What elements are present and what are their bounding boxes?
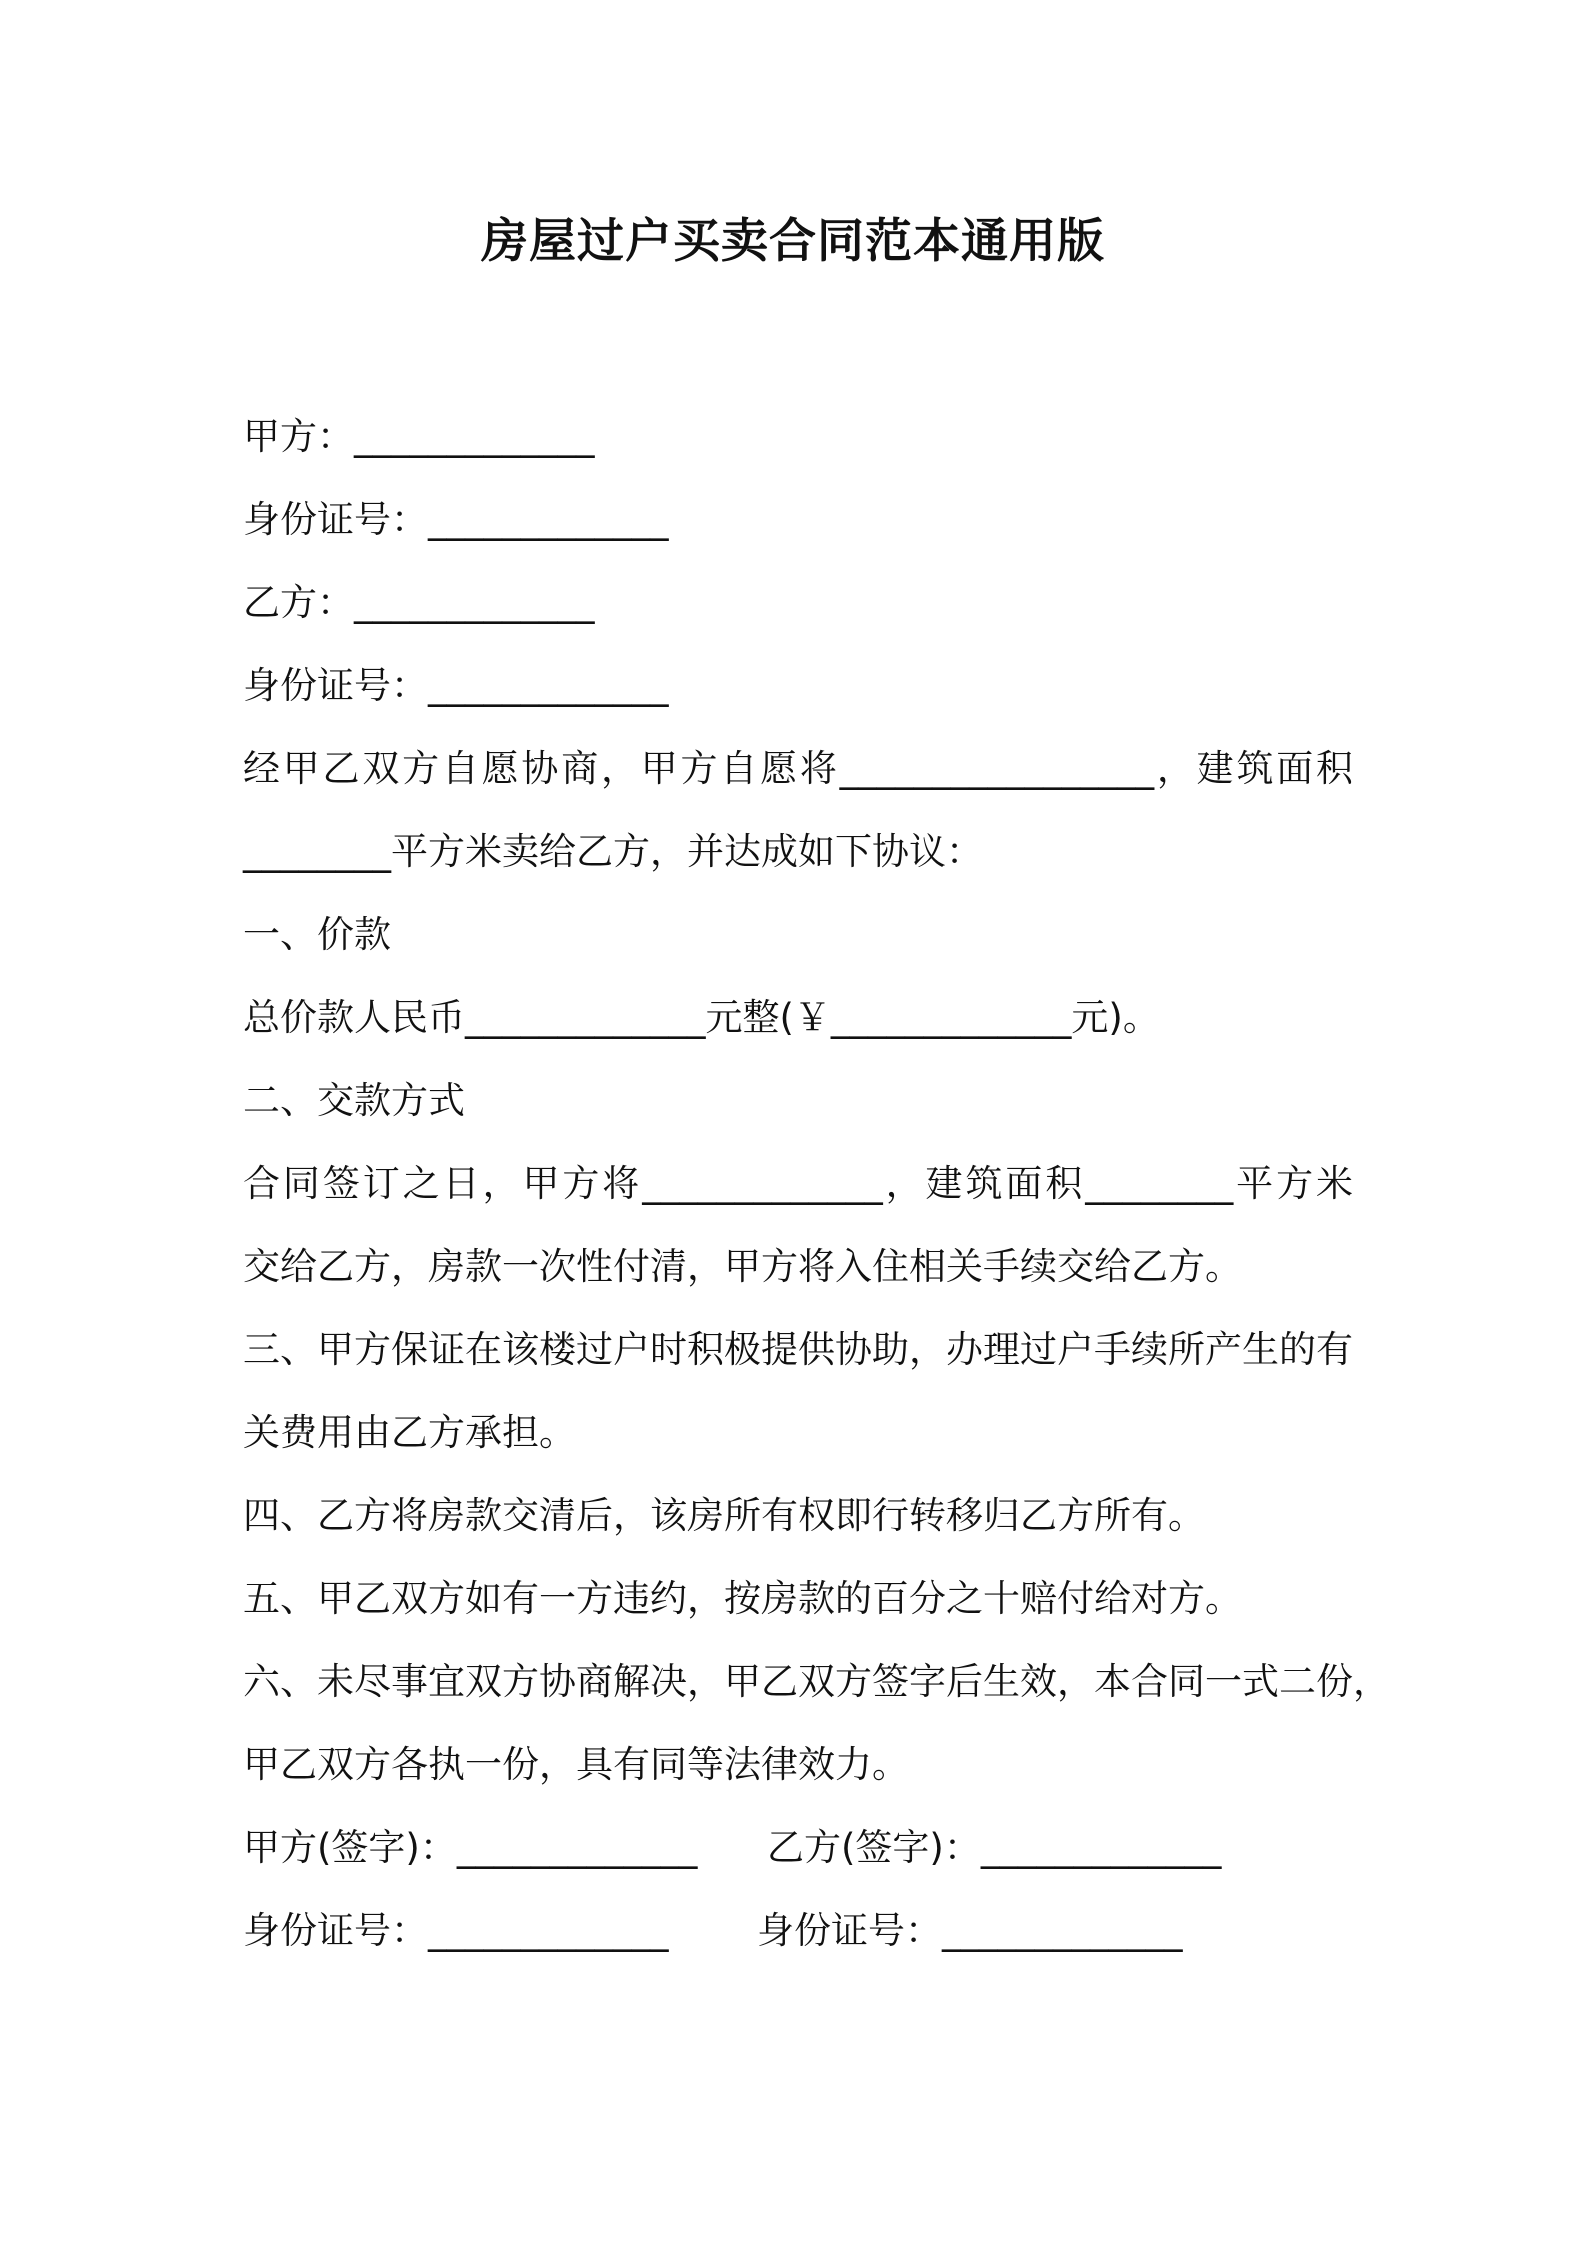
party-b-id-line: 身份证号：_____________ bbox=[243, 664, 669, 707]
intro-line-2: ________平方米卖给乙方，并达成如下协议： bbox=[243, 830, 983, 873]
party-b-signature: 乙方(签字)：_____________ bbox=[767, 1826, 1222, 1869]
payment-line-2: 交给乙方，房款一次性付清，甲方将入住相关手续交给乙方。 bbox=[243, 1245, 1242, 1288]
party-a-line: 甲方：_____________ bbox=[243, 415, 595, 458]
section-5-line: 五、甲乙双方如有一方违约，按房款的百分之十赔付给对方。 bbox=[243, 1577, 1242, 1620]
party-b-signature-id: 身份证号：_____________ bbox=[757, 1909, 1183, 1952]
intro-line-1: 经甲乙双方自愿协商，甲方自愿将_________________，建筑面积 bbox=[243, 747, 1353, 790]
party-a-signature: 甲方(签字)：_____________ bbox=[243, 1826, 698, 1869]
section-6-line-1: 六、未尽事宜双方协商解决，甲乙双方签字后生效，本合同一式二份， bbox=[243, 1660, 1390, 1703]
price-line: 总价款人民币_____________元整(￥_____________元)。 bbox=[243, 996, 1160, 1039]
section-4-line: 四、乙方将房款交清后，该房所有权即行转移归乙方所有。 bbox=[243, 1494, 1205, 1537]
document-title: 房屋过户买卖合同范本通用版 bbox=[481, 214, 1105, 269]
section-1-heading: 一、价款 bbox=[243, 913, 391, 956]
party-a-signature-id: 身份证号：_____________ bbox=[243, 1909, 669, 1952]
section-6-line-2: 甲乙双方各执一份，具有同等法律效力。 bbox=[243, 1743, 909, 1786]
party-b-line: 乙方：_____________ bbox=[243, 581, 595, 624]
party-a-id-line: 身份证号：_____________ bbox=[243, 498, 669, 541]
payment-line-1: 合同签订之日，甲方将_____________，建筑面积________平方米 bbox=[243, 1162, 1353, 1205]
section-3-line-1: 三、甲方保证在该楼过户时积极提供协助，办理过户手续所产生的有 bbox=[243, 1328, 1353, 1371]
section-3-line-2: 关费用由乙方承担。 bbox=[243, 1411, 576, 1454]
section-2-heading: 二、交款方式 bbox=[243, 1079, 465, 1122]
